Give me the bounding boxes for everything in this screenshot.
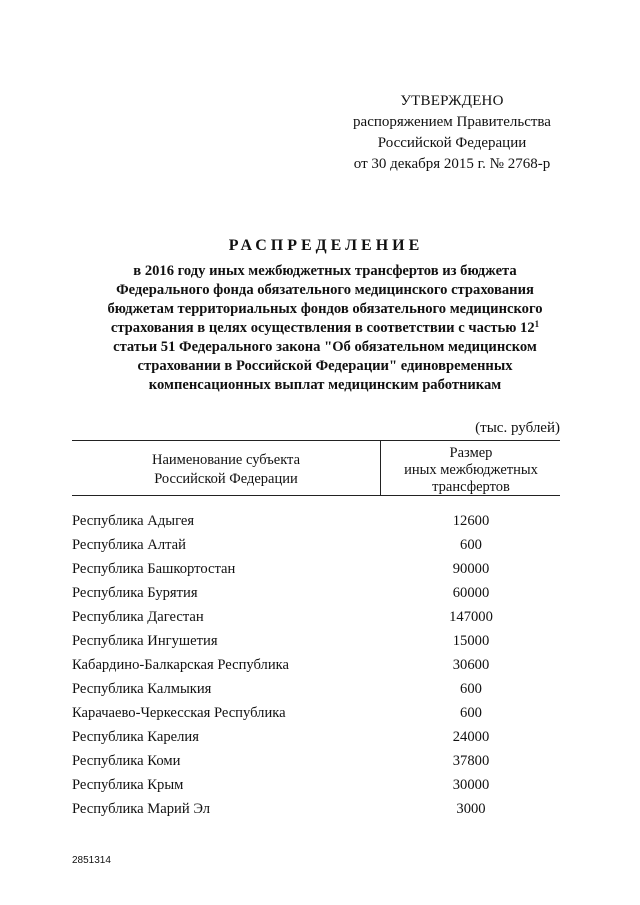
- subtitle-line: [60, 319, 590, 338]
- table-row: [72, 653, 560, 677]
- row-region-name: Республика Крым: [72, 777, 184, 793]
- table-body: [72, 509, 560, 821]
- table-row: [72, 581, 560, 605]
- table-row: [72, 677, 560, 701]
- approval-title: УТВЕРЖДЕНО: [400, 93, 504, 109]
- row-region-name: Республика Алтай: [72, 537, 186, 553]
- approval-line-1: распоряжением Правительства: [353, 114, 551, 130]
- table-row: [72, 605, 560, 629]
- header-subject-name: [72, 451, 380, 489]
- header-text: иных межбюджетных: [404, 462, 538, 478]
- table-row: [72, 797, 560, 821]
- row-transfer-value: 3000: [456, 801, 486, 817]
- table-row: [72, 509, 560, 533]
- document-title: РАСПРЕДЕЛЕНИЕ: [228, 237, 424, 254]
- row-transfer-value: 30000: [452, 777, 490, 793]
- subtitle-line: Федерального фонда обязательного медицинского страхования: [116, 282, 534, 298]
- row-transfer-value: 12600: [452, 513, 490, 529]
- subtitle-line: компенсационных выплат медицинским работникам: [148, 377, 502, 393]
- row-transfer-value: 37800: [452, 753, 490, 769]
- row-region-name: Республика Ингушетия: [72, 633, 218, 649]
- approval-line-2: Российской Федерации: [377, 135, 527, 151]
- subtitle-superscript: 1: [534, 319, 540, 329]
- row-transfer-value: 30600: [452, 657, 490, 673]
- table-row: [72, 629, 560, 653]
- unit-label: (тыс. рублей): [475, 420, 560, 436]
- subtitle-line: бюджетам территориальных фондов обязательного медицинского: [107, 301, 543, 317]
- row-transfer-value: 90000: [452, 561, 490, 577]
- row-region-name: Республика Адыгея: [72, 513, 195, 529]
- row-region-name: Карачаево-Черкесская Республика: [72, 705, 286, 721]
- table-row: [72, 533, 560, 557]
- row-transfer-value: 24000: [452, 729, 490, 745]
- header-transfer-size: [381, 445, 561, 496]
- header-text: Наименование субъекта: [151, 452, 301, 468]
- row-transfer-value: 60000: [452, 585, 490, 601]
- distribution-table: [72, 440, 560, 817]
- table-row: [72, 773, 560, 797]
- header-text: Размер: [449, 445, 493, 461]
- subtitle-line: в 2016 году иных межбюджетных трансфертов из бюджета: [133, 263, 517, 279]
- row-region-name: Республика Бурятия: [72, 585, 198, 601]
- approval-block: [330, 91, 574, 175]
- header-text: Российской Федерации: [154, 471, 298, 487]
- subtitle-line-text: страхования в целях осуществления в соответствии с частью 12: [110, 320, 535, 336]
- row-region-name: Республика Калмыкия: [72, 681, 212, 697]
- approval-line-3: от 30 декабря 2015 г. № 2768-р: [353, 156, 551, 172]
- table-row: [72, 725, 560, 749]
- table-header: [72, 440, 560, 496]
- table-row: [72, 749, 560, 773]
- row-transfer-value: 147000: [449, 609, 493, 625]
- row-region-name: Республика Башкортостан: [72, 561, 236, 577]
- row-transfer-value: 600: [460, 681, 482, 697]
- row-region-name: Кабардино-Балкарская Республика: [72, 657, 289, 673]
- row-transfer-value: 600: [460, 537, 482, 553]
- row-region-name: Республика Коми: [72, 753, 181, 769]
- header-text: трансфертов: [432, 479, 510, 495]
- row-transfer-value: 600: [460, 705, 482, 721]
- subtitle-line: статьи 51 Федерального закона "Об обязательном медицинском: [113, 339, 537, 355]
- document-subtitle: [60, 262, 590, 395]
- row-region-name: Республика Марий Эл: [72, 801, 211, 817]
- subtitle-line: страховании в Российской Федерации" единовременных: [137, 358, 513, 374]
- row-region-name: Республика Дагестан: [72, 609, 204, 625]
- table-row: [72, 701, 560, 725]
- row-region-name: Республика Карелия: [72, 729, 199, 745]
- row-transfer-value: 15000: [452, 633, 490, 649]
- table-row: [72, 557, 560, 581]
- document-code: 2851314: [72, 855, 111, 866]
